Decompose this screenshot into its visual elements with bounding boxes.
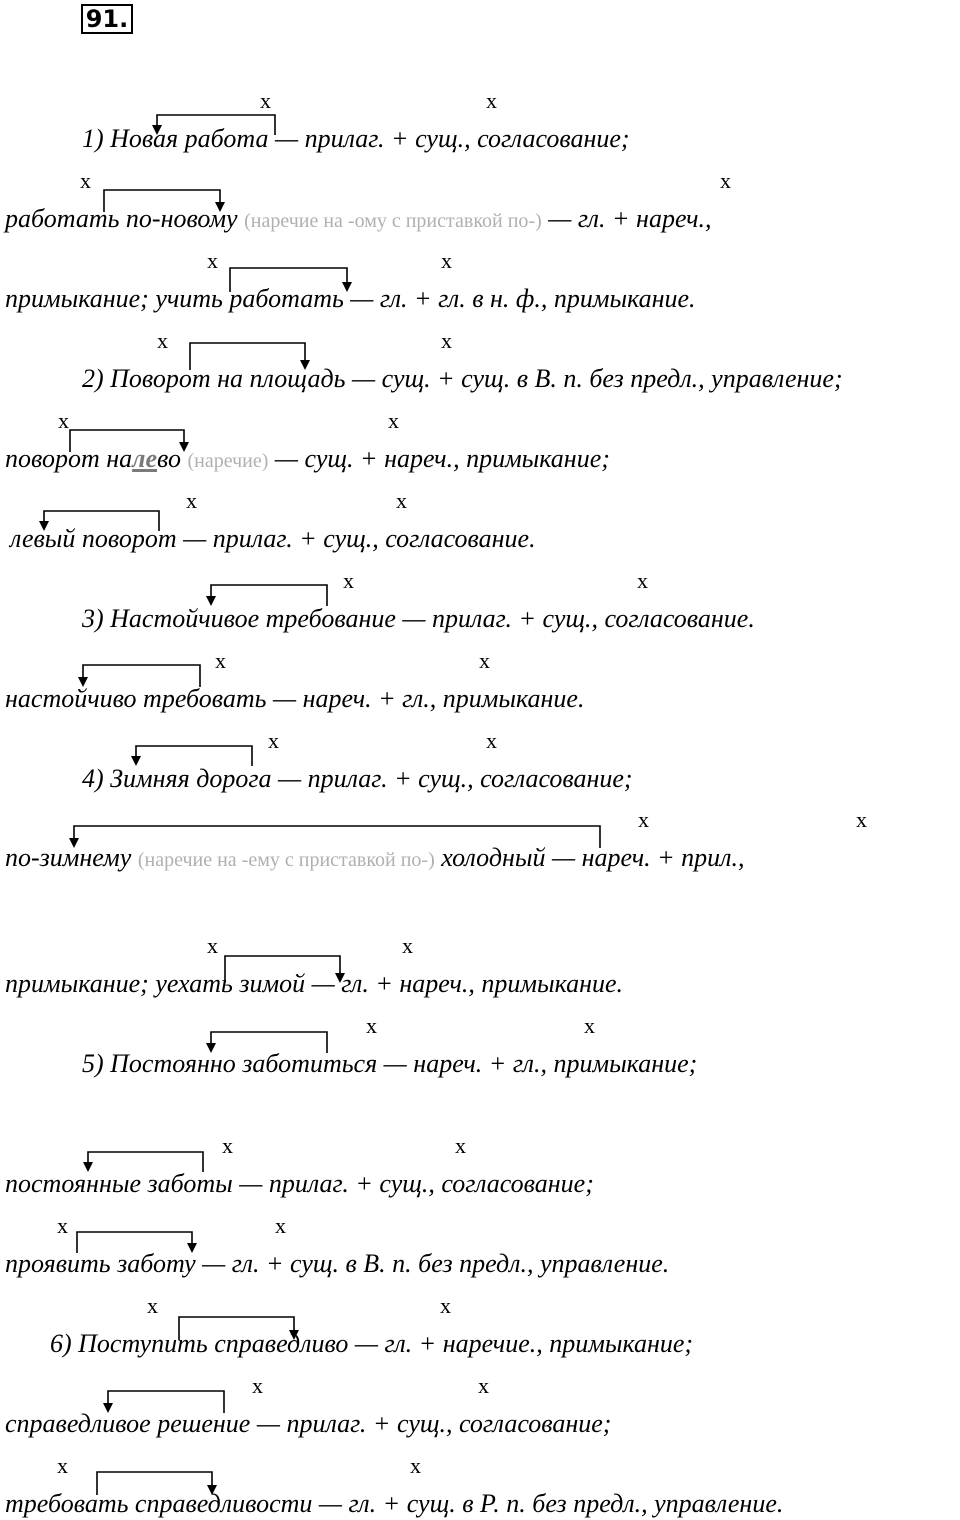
word-marker-x: x <box>215 648 226 673</box>
line-text: 6) Поступить справедливо — гл. + наречие., примыкание; <box>50 1329 694 1358</box>
line-text: справедливое решение — прилаг. + сущ., согласование; <box>5 1409 612 1438</box>
line-text: 3) Настойчивое требование — прилаг. + сущ., согласование. <box>82 604 755 633</box>
line-text: требовать справедливости — гл. + сущ. в Р. п. без предл., управление. <box>5 1489 784 1518</box>
word-type-note: (наречие) <box>187 450 269 472</box>
word-marker-x: x <box>222 1133 233 1158</box>
word-marker-x: x <box>260 88 271 113</box>
word-marker-x: x <box>207 248 218 273</box>
line-text: холодный — нареч. + прил., <box>434 843 745 872</box>
line-text: 4) Зимняя дорога — прилаг. + сущ., согласование; <box>82 764 633 793</box>
word-marker-x: x <box>157 328 168 353</box>
word-marker-x: x <box>720 168 731 193</box>
text-line-11 <box>5 969 623 999</box>
word-marker-x: x <box>441 248 452 273</box>
text-line-4 <box>82 364 843 394</box>
word-type-note: (наречие на -ему с приставкой по-) <box>137 849 435 871</box>
line-text: по-зимнему <box>5 843 138 872</box>
line-text: настойчиво требовать — нареч. + гл., примыкание. <box>5 684 585 713</box>
line-text: примыкание; уехать зимой — гл. + нареч., примыкание. <box>5 969 624 998</box>
word-type-note: (наречие на -ому с приставкой по-) <box>244 210 542 232</box>
text-line-8 <box>5 684 584 714</box>
word-marker-x: x <box>486 728 497 753</box>
text-line-16 <box>5 1409 611 1439</box>
word-marker-x: x <box>147 1293 158 1318</box>
line-text: постоянные заботы — прилаг. + сущ., согласование; <box>5 1169 594 1198</box>
word-marker-x: x <box>441 328 452 353</box>
line-text: во <box>157 444 188 473</box>
word-marker-x: x <box>402 933 413 958</box>
word-marker-x: x <box>186 488 197 513</box>
word-marker-x: x <box>343 568 354 593</box>
line-text: 5) Постоянно заботиться — нареч. + гл., примыкание; <box>82 1049 698 1078</box>
text-line-17 <box>5 1489 783 1519</box>
text-line-14 <box>5 1249 669 1279</box>
word-marker-x: x <box>275 1213 286 1238</box>
text-line-1 <box>82 124 630 154</box>
word-marker-x: x <box>252 1373 263 1398</box>
line-text: 1) Новая работа — прилаг. + сущ., согласование; <box>82 124 630 153</box>
highlighted-syllable: ле <box>132 444 158 473</box>
line-text: поворот на <box>5 444 133 473</box>
text-line-3 <box>5 284 696 314</box>
text-line-10 <box>5 843 744 875</box>
text-line-6 <box>10 524 536 554</box>
line-text: проявить заботу — гл. + сущ. в В. п. без предл., управление. <box>5 1249 670 1278</box>
text-line-12 <box>82 1049 697 1079</box>
text-line-2 <box>5 204 712 236</box>
line-text: примыкание; учить работать — гл. + гл. в н. ф., примыкание. <box>5 284 696 313</box>
word-marker-x: x <box>455 1133 466 1158</box>
text-line-9 <box>82 764 633 794</box>
text-line-5 <box>5 444 610 476</box>
word-marker-x: x <box>268 728 279 753</box>
word-marker-x: x <box>486 88 497 113</box>
word-marker-x: x <box>396 488 407 513</box>
word-marker-x: x <box>440 1293 451 1318</box>
word-marker-x: x <box>410 1453 421 1478</box>
word-marker-x: x <box>479 648 490 673</box>
word-marker-x: x <box>584 1013 595 1038</box>
line-text: — сущ. + нареч., примыкание; <box>268 444 610 473</box>
line-text: — гл. + нареч., <box>541 204 712 233</box>
exercise-number: 91. <box>81 4 133 34</box>
word-marker-x: x <box>478 1373 489 1398</box>
word-marker-x: x <box>58 408 69 433</box>
word-marker-x: x <box>207 933 218 958</box>
text-line-15 <box>50 1329 693 1359</box>
word-marker-x: x <box>638 807 649 832</box>
word-marker-x: x <box>388 408 399 433</box>
line-text: 2) Поворот на площадь — сущ. + сущ. в В. п. без предл., управление; <box>82 364 843 393</box>
line-text: левый поворот — прилаг. + сущ., согласование. <box>10 524 536 553</box>
word-marker-x: x <box>80 168 91 193</box>
word-marker-x: x <box>366 1013 377 1038</box>
word-marker-x: x <box>637 568 648 593</box>
word-marker-x: x <box>57 1453 68 1478</box>
word-marker-x: x <box>856 807 867 832</box>
line-text: работать по-новому <box>5 204 245 233</box>
text-line-13 <box>5 1169 594 1199</box>
word-marker-x: x <box>57 1213 68 1238</box>
text-line-7 <box>82 604 755 634</box>
syntax-link-arrow <box>206 585 327 606</box>
syntax-link-arrow <box>131 746 252 766</box>
